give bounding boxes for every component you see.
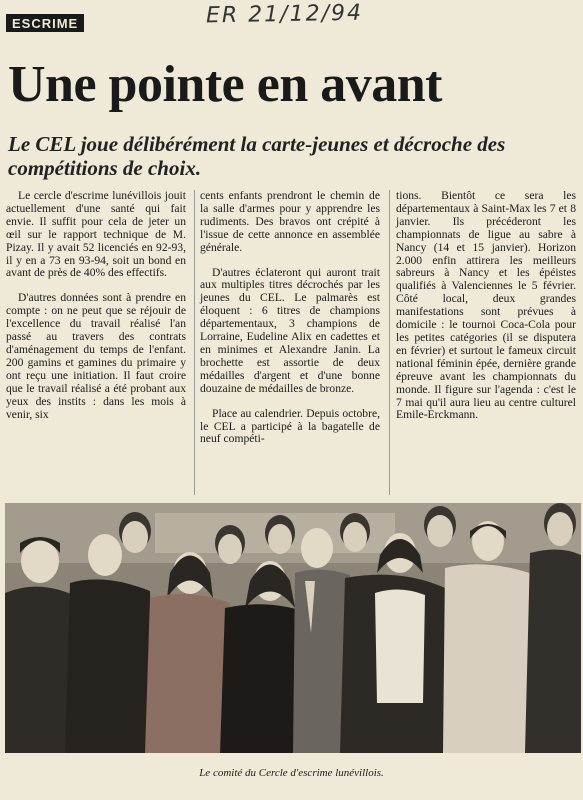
column-2-paragraph-1: cents enfants prendront le chemin de la salle d'armes pour y apprendre les rudiments. Des bravos ont crépité à l'issue de cette annonce en assemblée générale. <box>200 189 380 254</box>
handwritten-date-note: ER 21/12/94 <box>205 0 364 29</box>
column-1-paragraph-2: D'autres données sont à prendre en compte : on ne peut que se réjouir de l'excellence du travail réalisé l'an passé au travers des contrats d'aménagement du temps de l'enfant. 200 gamins et gamines du primaire y ont reçu une initiation. Il faut croire que le travail réalisé a été probant aux yeux des instits : dans les mois à venir, six <box>6 291 186 421</box>
group-photo <box>5 503 581 753</box>
article-column-2 <box>200 190 380 458</box>
article-column-1 <box>6 190 186 433</box>
group-photo-illustration <box>5 503 581 753</box>
section-rubric: ESCRIME <box>6 14 84 32</box>
column-divider <box>389 190 390 495</box>
column-3-paragraph-1: tions. Bientôt ce sera les départementaux à Saint-Max les 7 et 8 janvier. Ils précéderont les championnats de ligue au sabre à Nancy (14 et 15 janvier). Horizon 2.000 enfin attirera les meilleurs sabreurs à Nancy et les épéistes qualifiés à Valenciennes le 5 février. Côté local, deux grandes manifestations sont prévues à domicile : le tournoi Coca-Cola pour les petites catégories (il se disputera en février) et surtout le fameux circuit national féminin épée, dernière grande épreuve avant les championnats du monde. Il figure sur l'agenda : c'est le 7 mai qu'il aura lieu au centre culturel Emile-Erckmann. <box>396 189 576 422</box>
article-subheadline: Le CEL joue délibérément la carte-jeunes et décroche des compétitions de choix. <box>8 132 506 180</box>
column-2-paragraph-2: D'autres éclateront qui auront trait aux multiples titres décrochés par les jeunes du CEL. Le palmarès est éloquent : 6 titres de champions départementaux, 3 champions de Lorraine, Eudeline Alix en cadettes et en minimes et Alexandre Janin. La brochette est assortie de deux médailles d'argent et d'une bonne douzaine de médailles de bronze. <box>200 265 380 395</box>
photo-caption: Le comité du Cercle d'escrime lunévillois. <box>199 767 384 779</box>
article-column-3 <box>396 190 576 434</box>
article-headline: Une pointe en avant <box>8 56 442 113</box>
column-1-paragraph-1: Le cercle d'escrime lunévillois jouit actuellement d'une santé qui fait envie. Il suffit pour cela de jeter un œil sur le rapport technique de M. Pizay. Il y avait 52 licenciés en 92-93, il y en a 73 en 93-94, soit un bond en avant de près de 40% des effectifs. <box>6 189 186 280</box>
column-2-paragraph-3: Place au calendrier. Depuis octobre, le CEL a participé à la bagatelle de neuf compéti- <box>200 406 380 446</box>
column-divider <box>194 190 195 495</box>
